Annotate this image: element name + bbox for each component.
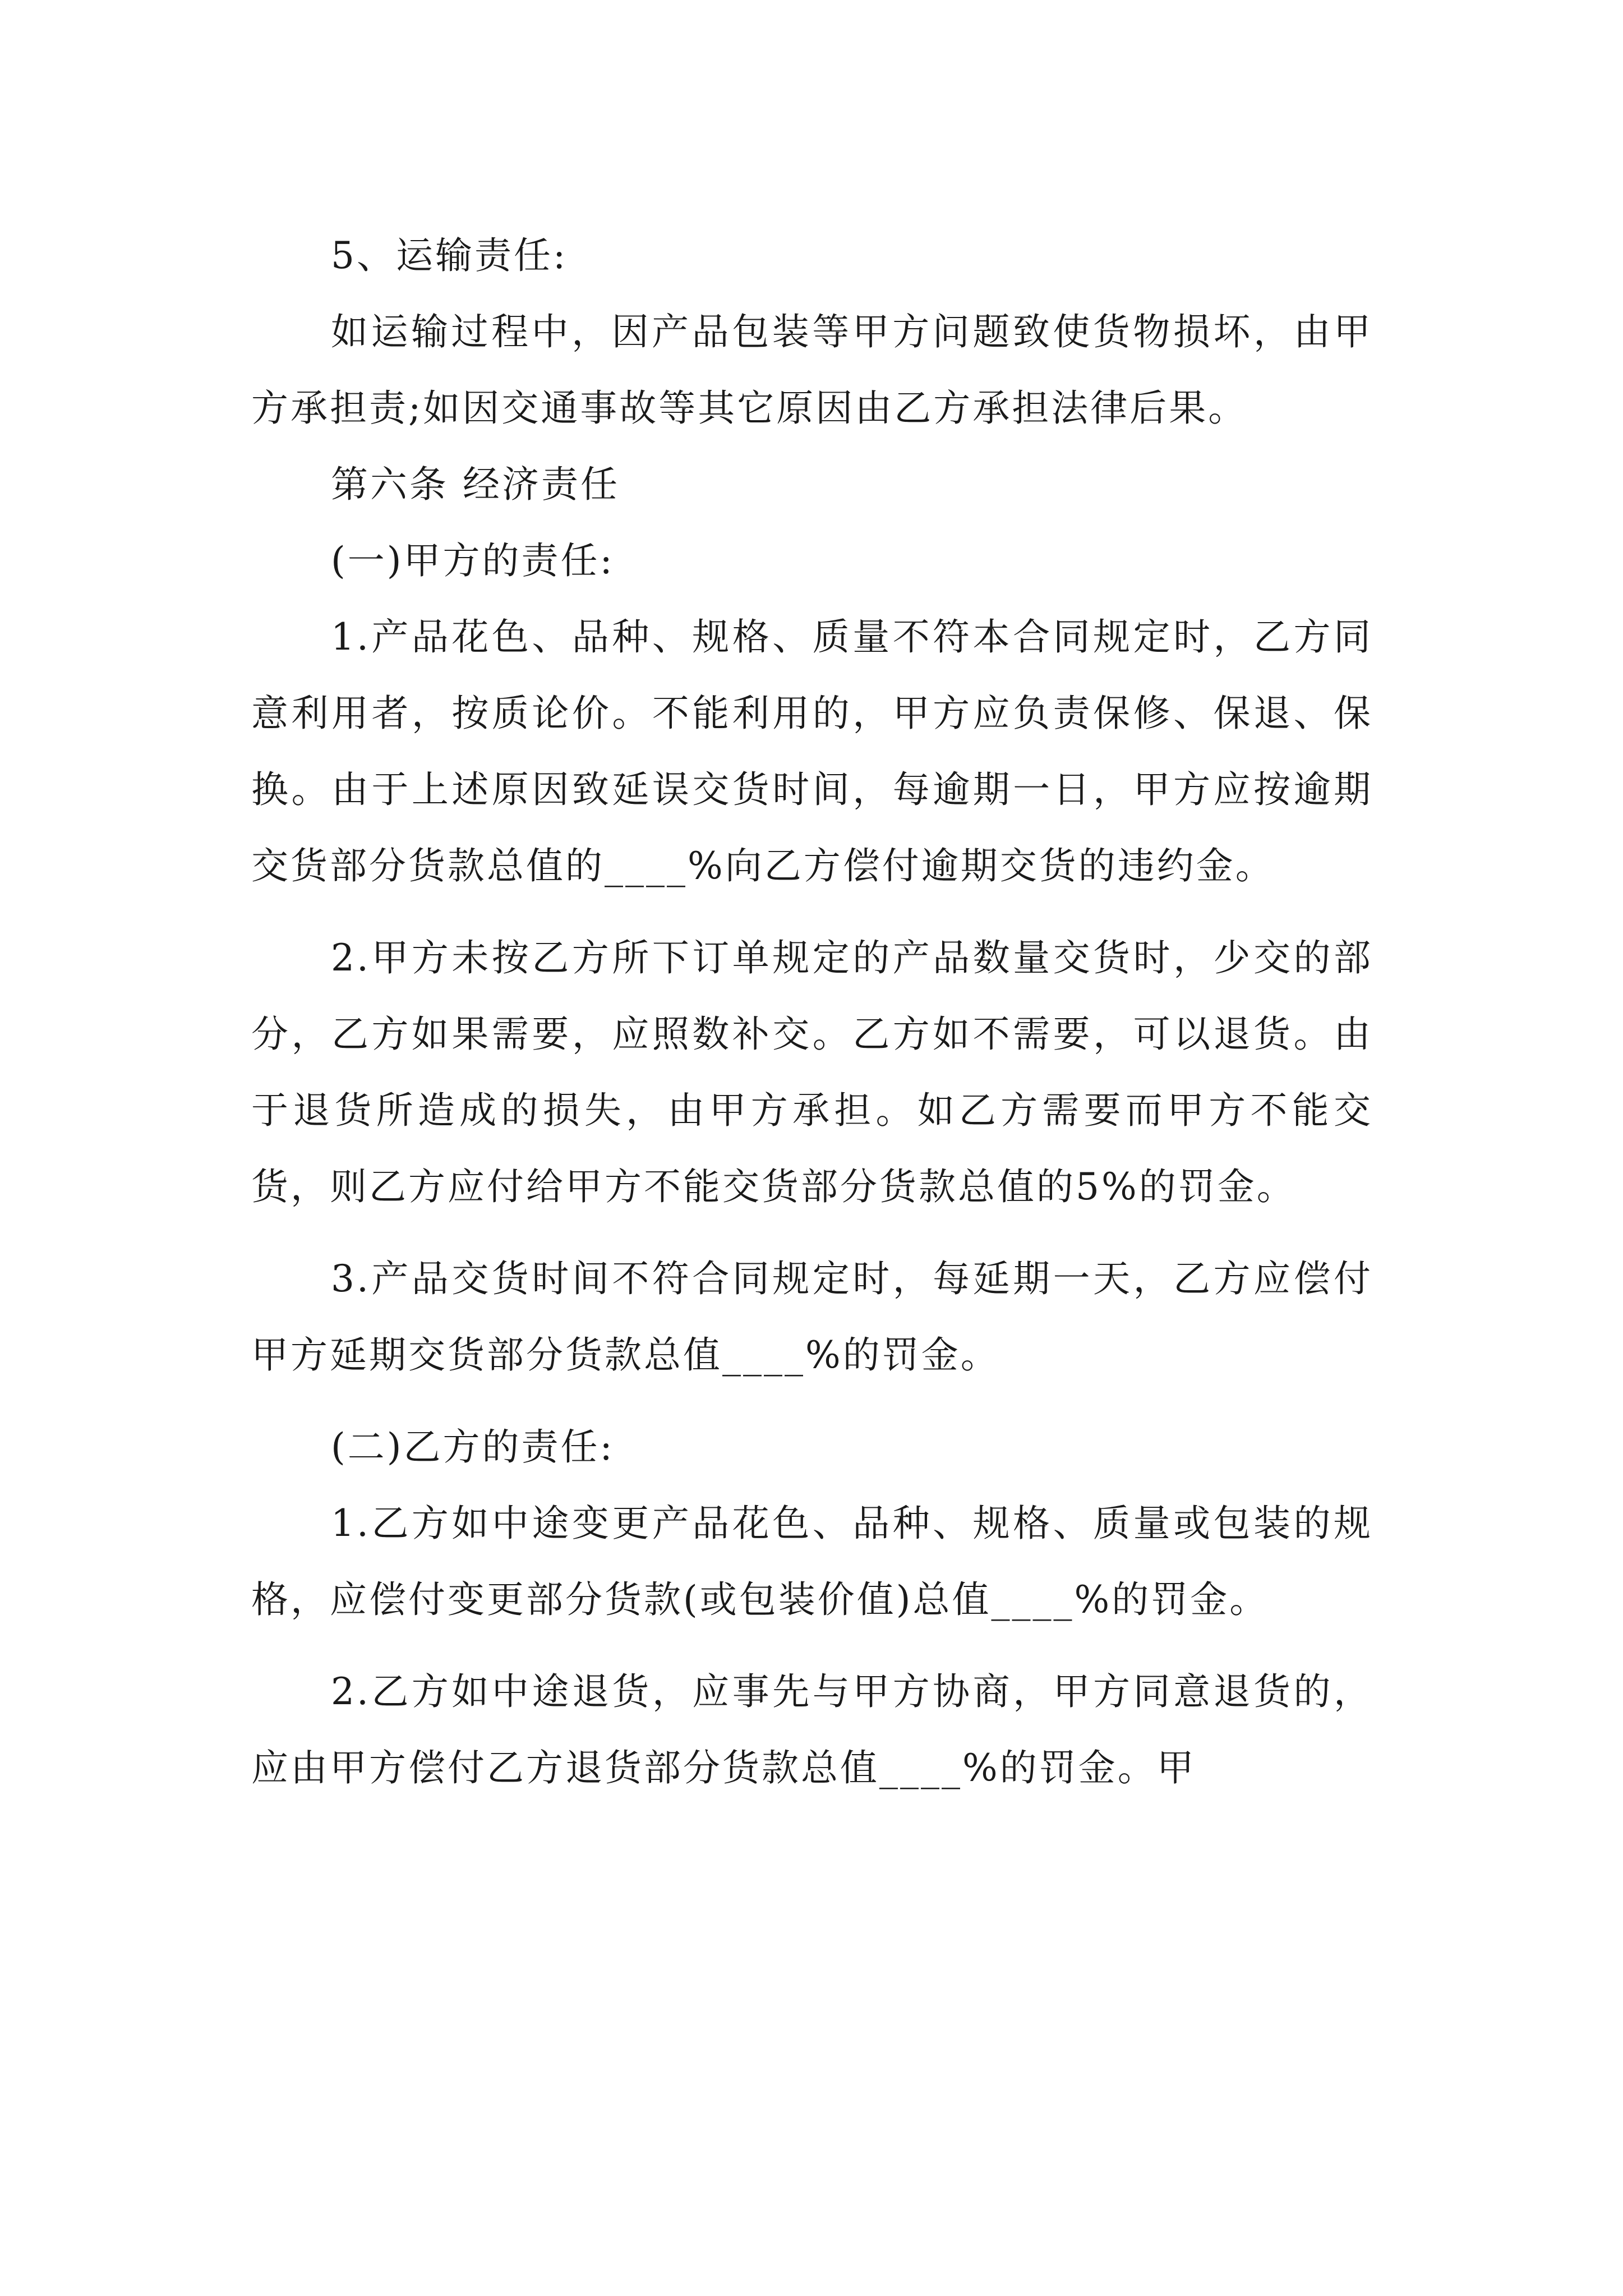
paragraph-transport-body: 如运输过程中，因产品包装等甲方问题致使货物损坏，由甲方承担责;如因交通事故等其它原因由乙方承担法律后果。 — [251, 310, 1373, 430]
paragraph-party-a-item-1: 1.产品花色、品种、规格、质量不符本合同规定时，乙方同意利用者，按质论价。不能利用的，甲方应负责保修、保退、保换。由于上述原因致延误交货时间，每逾期一日，甲方应按逾期交货部分货款总值的____%向乙方偿付逾期交货的违约金。 — [251, 615, 1373, 887]
paragraph-party-a-item-2: 2.甲方未按乙方所下订单规定的产品数量交货时，少交的部分，乙方如果需要，应照数补交。乙方如不需要，可以退货。由于退货所造成的损失，由甲方承担。如乙方需要而甲方不能交货，则乙方应付给甲方不能交货部分货款总值的5%的罚金。 — [251, 936, 1373, 1208]
paragraph-party-b-item-1: 1.乙方如中途变更产品花色、品种、规格、质量或包装的规格，应偿付变更部分货款(或包装价值)总值____%的罚金。 — [251, 1502, 1373, 1621]
paragraph-transport-heading: 5、运输责任: — [331, 234, 568, 277]
paragraph-party-a-item-3: 3.产品交货时间不符合同规定时，每延期一天，乙方应偿付甲方延期交货部分货款总值____%的罚金。 — [251, 1257, 1373, 1377]
document-page — [251, 218, 1373, 1806]
paragraph-party-b-heading: (二)乙方的责任: — [331, 1425, 615, 1469]
paragraph-party-b-item-2: 2.乙方如中途退货，应事先与甲方协商，甲方同意退货的，应由甲方偿付乙方退货部分货款总值____%的罚金。甲 — [251, 1670, 1373, 1789]
paragraph-article-six-title: 第六条 经济责任 — [331, 463, 620, 506]
paragraph-party-a-heading: (一)甲方的责任: — [331, 539, 615, 582]
